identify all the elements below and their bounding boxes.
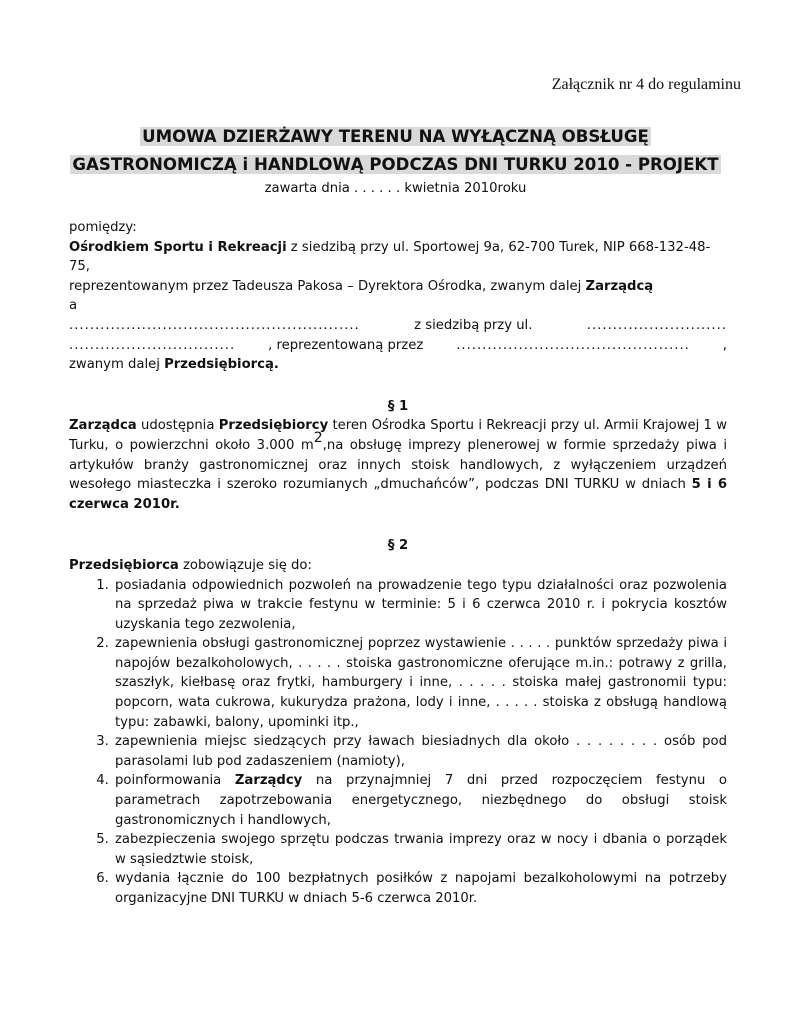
- blank-repr-dots: .............................................: [456, 337, 690, 353]
- entrepreneur-alias-line: [69, 355, 727, 375]
- s1-text-3: ,na obsługę imprezy plenerowej w formie sprzedaży piwa i artykułów branży gastronomicznej oraz innych stoisk handlowych, z wyłączeniem urządzeń wesołego miasteczka i szeroko rozumianych „dmuchańców”, podczas DNI TURKU w dniach: [69, 437, 727, 493]
- section-2-heading: § 2: [387, 538, 409, 554]
- s1-entrepreneur: Przedsiębiorcy: [218, 418, 329, 434]
- section-1-paragraph: [69, 416, 727, 514]
- obligation-item: [113, 771, 727, 830]
- entrepreneur-alias: Przedsiębiorcą.: [164, 357, 279, 373]
- blank-street-dots: ...........................: [586, 317, 727, 333]
- document-date-line: zawarta dnia . . . . . . kwietnia 2010roku: [264, 181, 527, 196]
- lessor-name: Ośrodkiem Sportu i Rekreacji: [69, 239, 287, 255]
- section-1-heading: § 1: [387, 398, 409, 414]
- lessor-address: z siedzibą przy ul. Sportowej 9a, 62-700 Turek, NIP 668-132-48-75,: [69, 239, 711, 275]
- s1-dates: 5 i 6 czerwca 2010r.: [69, 477, 727, 512]
- lessor-representation: [69, 277, 727, 297]
- between-label: pomiędzy:: [69, 220, 137, 235]
- section-2-intro: [69, 556, 727, 576]
- document-body: [69, 218, 727, 909]
- lessor-alias: Zarządcą: [585, 278, 654, 294]
- repr-label: , reprezentowaną przez: [268, 337, 424, 353]
- entrepreneur-name-line: [69, 316, 727, 336]
- entrepreneur-repr-line: [69, 336, 727, 356]
- obligation-item: 2. zapewnienia obsługi gastronomicznej poprzez wystawienie . . . . . punktów sprzedaży piwa i napojów bezalkoholowych, . . . . . stoiska gastronomiczne oferujące m.in.: potrawy z grilla, szaszłyk, kiełbasę oraz frytki, hamburgery i inne, . . . . . stoiska małej gastronomii typu: popcorn, wata cukrowa, kukurydza prażona, lody i inne, . . . . . stoiska z obsługą handlową typu: zabawki, balony, upominki itp.,: [113, 634, 727, 732]
- attachment-label: Załącznik nr 4 do regulaminu: [551, 76, 741, 93]
- s2-entrepreneur: Przedsiębiorca: [69, 557, 179, 573]
- s1-text-2: teren Ośrodka Sportu i Rekreacji przy ul. Armii Krajowej 1 w Turku, o powierzchni około 3.000 m: [69, 418, 727, 453]
- obligation-item: 5. zabezpieczenia swojego sprzętu podczas trwania imprezy oraz w nocy i dbania o porządek w sąsiedztwie stoisk,: [113, 830, 727, 869]
- title-line-2: GASTRONOMICZĄ i HANDLOWĄ PODCZAS DNI TURKU 2010 - PROJEKT: [72, 155, 719, 174]
- blank-name-dots: ........................................................: [69, 317, 360, 333]
- s1-superscript: 2: [313, 429, 323, 446]
- obligations-list: [69, 576, 727, 909]
- called-text: zwanym dalej: [69, 357, 165, 373]
- repr-end-comma: ,: [722, 337, 727, 353]
- title-line-1: UMOWA DZIERŻAWY TERENU NA WYŁĄCZNĄ OBSŁUGĘ: [142, 127, 649, 146]
- blank-address-dots: ................................: [69, 337, 236, 353]
- i4-text-a: poinformowania: [115, 773, 235, 789]
- i4-lessor: Zarządcy: [234, 773, 303, 789]
- obligation-item: 1. posiadania odpowiednich pozwoleń na prowadzenie tego typu działalności oraz pozwolenia na sprzedaż piwa w trakcie festynu w terminie: 5 i 6 czerwca 2010 r. i pokrycia kosztów uzyskania tego zezwolenia,: [113, 576, 727, 635]
- obligation-item: 3. zapewnienia miejsc siedzących przy ławach biesiadnych dla około . . . . . . . . osób pod parasolami lub pod zadaszeniem (namioty),: [113, 732, 727, 771]
- s2-intro-text: zobowiązuje się do:: [178, 557, 312, 573]
- lessor-paragraph: [69, 238, 727, 277]
- seat-label: z siedzibą przy ul.: [414, 317, 533, 333]
- i4-text-b: na przynajmniej 7 dni przed rozpoczęciem festynu o parametrach zapotrzebowania energetycznego, niezbędnego do obsługi stoisk gastronomicznych i handlowych,: [115, 773, 727, 828]
- lessor-repr-text: reprezentowanym przez Tadeusza Pakosa – Dyrektora Ośrodka, zwanym dalej: [69, 278, 586, 294]
- document-title: [0, 123, 791, 179]
- obligation-item: 6. wydania łącznie do 100 bezpłatnych posiłków z napojami bezalkoholowymi na potrzeby organizacyjne DNI TURKU w dniach 5-6 czerwca 2010r.: [113, 869, 727, 908]
- s1-lessor: Zarządca: [69, 418, 137, 434]
- and-label: a: [69, 298, 78, 314]
- s1-text-1: udostępnia: [136, 418, 219, 434]
